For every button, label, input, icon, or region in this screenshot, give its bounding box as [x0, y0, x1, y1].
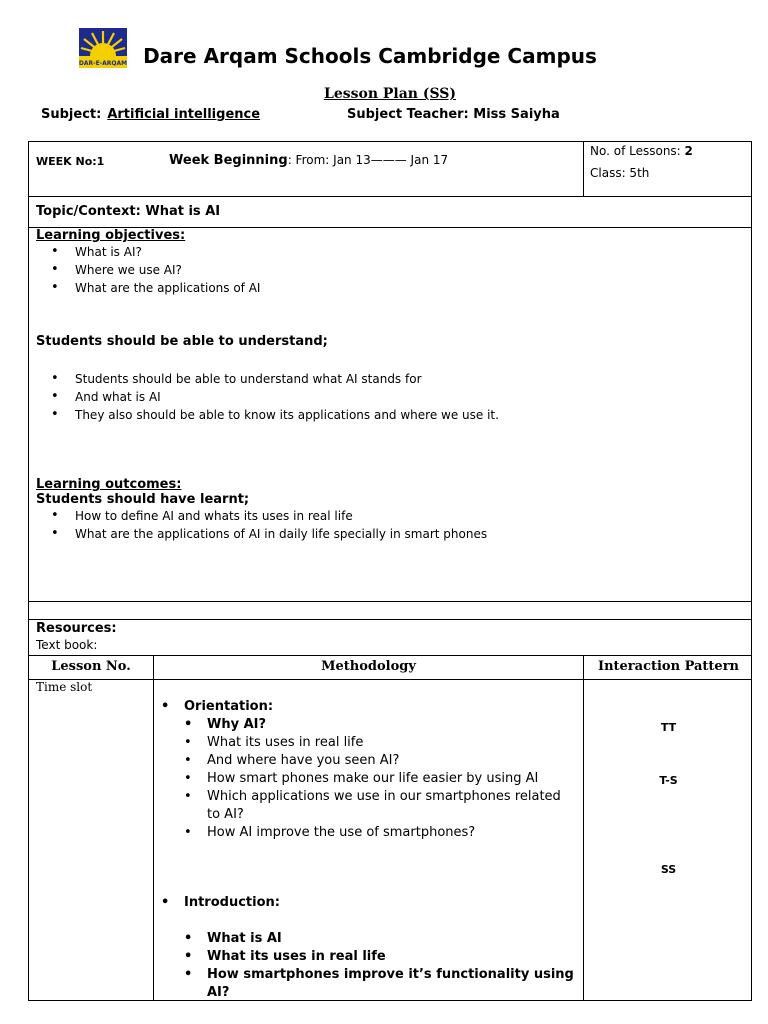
- week-beginning-label: Week Beginning: [169, 153, 288, 168]
- list-item: • What is AI?: [29, 243, 260, 261]
- list-item: • What are the applications of AI: [29, 279, 260, 297]
- subject-value: Artificial intelligence: [107, 107, 261, 122]
- objectives-list: [29, 243, 260, 297]
- objectives-section: [28, 227, 752, 602]
- outcomes-list: [29, 507, 487, 543]
- introduction-list: [184, 894, 574, 912]
- list-item: • What its uses in real life: [207, 734, 574, 752]
- topic-text: Topic/Context: What is AI: [36, 204, 221, 219]
- resources-row: [28, 619, 752, 656]
- subject-line: [41, 107, 260, 122]
- lesson-count-value: 2: [684, 144, 693, 158]
- resources-text: Text book:: [36, 638, 98, 652]
- understand-heading: Students should be able to understand;: [36, 334, 328, 349]
- lesson-count-label: No. of Lessons:: [590, 144, 685, 158]
- introduction-block: [184, 894, 574, 1002]
- subject-teacher: Subject Teacher: Miss Saiyha: [347, 107, 560, 122]
- list-item: • What are the applications of AI in daily life specially in smart phones: [29, 525, 487, 543]
- list-item: • And what is AI: [29, 388, 499, 406]
- resources-heading: Resources:: [36, 621, 117, 636]
- list-item: • Students should be able to understand what AI stands for: [29, 370, 499, 388]
- list-item: • Where we use AI?: [29, 261, 260, 279]
- week-number: WEEK No:1: [36, 155, 105, 168]
- week-info-table: [28, 141, 752, 197]
- lesson-count: [590, 144, 693, 158]
- list-item: • They also should be able to know its applications and where we use it.: [29, 406, 499, 424]
- topic-row: [28, 196, 752, 228]
- class-label: Class: 5th: [590, 166, 650, 180]
- document-title: Lesson Plan (SS): [323, 86, 457, 102]
- learning-outcomes: [36, 477, 487, 543]
- list-item: • How smartphones improve it’s functionality using AI?: [207, 966, 574, 1002]
- header-divider: [29, 679, 751, 680]
- column-divider: [583, 656, 584, 1000]
- orientation-block: [184, 698, 574, 842]
- understand-section: [36, 334, 328, 349]
- interaction-pattern-ts: T-S: [659, 774, 678, 787]
- outcomes-heading: Learning outcomes:: [36, 477, 182, 492]
- divider: [583, 142, 584, 196]
- list-item: • How AI improve the use of smartphones?: [207, 824, 574, 842]
- understand-list-wrap: [36, 370, 499, 424]
- orientation-list: [184, 698, 574, 716]
- introduction-items: [207, 930, 574, 1002]
- week-beginning-value: : From: Jan 13——— Jan 17: [287, 153, 449, 167]
- interaction-pattern-tt: TT: [660, 721, 677, 734]
- column-divider: [153, 656, 154, 1000]
- col-header-methodology: Methodology: [321, 659, 416, 674]
- outcomes-subheading: Students should have learnt;: [36, 492, 250, 507]
- time-slot: Time slot: [36, 680, 93, 694]
- list-item: • How smart phones make our life easier by using AI: [207, 770, 574, 788]
- list-item: • How to define AI and whats its uses in real life: [29, 507, 487, 525]
- list-item: • What is AI: [207, 930, 574, 948]
- empty-row: [28, 601, 752, 620]
- learning-objectives: [36, 228, 260, 297]
- list-item: • Why AI?: [207, 716, 574, 734]
- col-header-interaction: Interaction Pattern: [597, 659, 740, 674]
- school-name: Dare Arqam Schools Cambridge Campus: [143, 44, 597, 68]
- introduction-heading: • Introduction:: [184, 894, 574, 912]
- orientation-items: [207, 716, 574, 842]
- list-item: • Which applications we use in our smartphones related to AI?: [207, 788, 574, 824]
- list-item: • What its uses in real life: [207, 948, 574, 966]
- orientation-heading: • Orientation:: [184, 698, 574, 716]
- list-item: • And where have you seen AI?: [207, 752, 574, 770]
- lesson-table: [28, 655, 752, 1001]
- interaction-pattern-ss: SS: [660, 863, 677, 876]
- week-beginning: [169, 153, 448, 168]
- understand-list: [29, 370, 499, 424]
- subject-label: Subject:: [41, 107, 102, 122]
- col-header-lesson-no: Lesson No.: [51, 659, 131, 674]
- logo-text: DAR-E-ARQAM: [79, 60, 127, 67]
- objectives-heading: Learning objectives:: [36, 228, 186, 243]
